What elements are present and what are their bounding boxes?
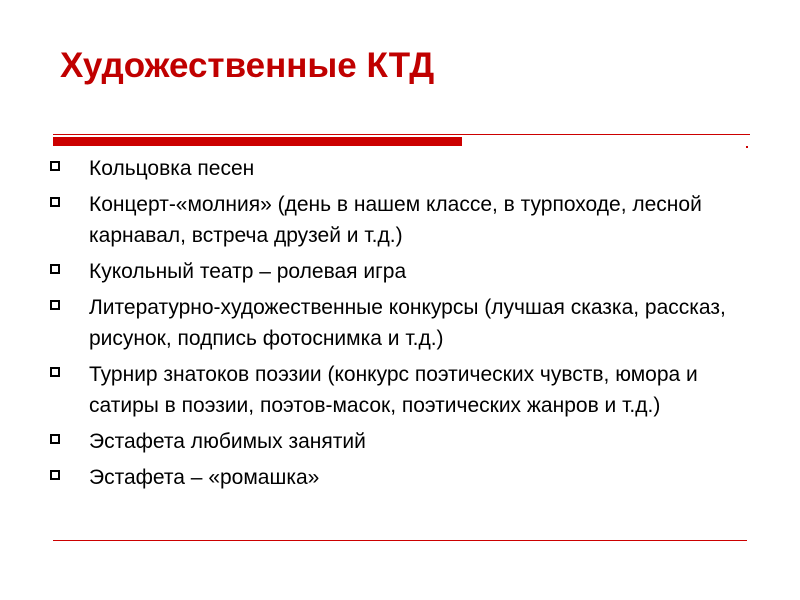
hollow-square-bullet-icon: [50, 161, 60, 171]
list-item: [48, 256, 760, 287]
list-item-text: Кольцовка песен: [89, 157, 255, 180]
list-item: [48, 292, 760, 354]
hollow-square-bullet-icon: [50, 470, 60, 480]
list-item: [48, 153, 760, 184]
hollow-square-bullet-icon: [50, 264, 60, 274]
hollow-square-bullet-icon: [50, 367, 60, 377]
divider-dot: [746, 146, 748, 148]
slide-title: Художественные КТД: [60, 46, 435, 85]
footer-divider: [53, 540, 747, 541]
title-divider-thick: [53, 137, 462, 146]
bullet-list: [48, 153, 760, 498]
list-item-text: Эстафета любимых занятий: [89, 430, 366, 453]
list-item: [48, 462, 760, 493]
list-item: [48, 359, 760, 421]
list-item: [48, 426, 760, 457]
list-item-text: Литературно-художественные конкурсы (лучшая сказка, рассказ, рисунок, подпись фотоснимка и т.д.): [89, 296, 726, 350]
list-item-text: Эстафета – «ромашка»: [89, 466, 320, 489]
title-divider-thin: [53, 134, 750, 135]
hollow-square-bullet-icon: [50, 197, 60, 207]
list-item: [48, 189, 760, 251]
list-item-text: Концерт-«молния» (день в нашем классе, в турпоходе, лесной карнавал, встреча друзей и т.д.): [89, 193, 702, 247]
list-item-text: Турнир знатоков поэзии (конкурс поэтических чувств, юмора и сатиры в поэзии, поэтов-масок, поэтических жанров и т.д.): [89, 363, 698, 417]
list-item-text: Кукольный театр – ролевая игра: [89, 260, 407, 283]
hollow-square-bullet-icon: [50, 300, 60, 310]
hollow-square-bullet-icon: [50, 434, 60, 444]
